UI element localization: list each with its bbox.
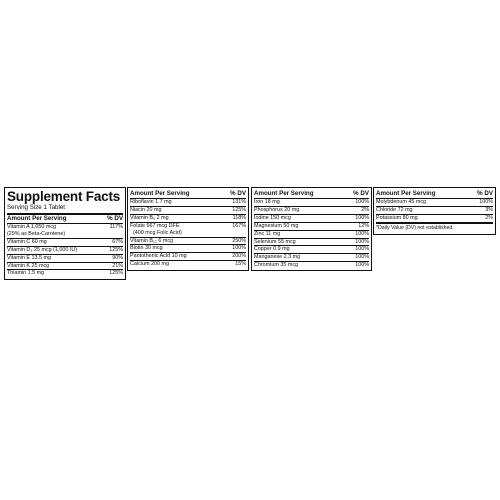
nutrient-row bbox=[130, 261, 246, 268]
supplement-facts-panel-2 bbox=[127, 187, 249, 271]
amount-header: Amount Per Serving bbox=[254, 190, 314, 197]
column-header bbox=[130, 190, 246, 199]
nutrient-dv: 125% bbox=[109, 270, 123, 277]
nutrient-row bbox=[7, 263, 123, 271]
nutrient-name: Calcium 200 mg bbox=[130, 261, 169, 268]
nutrient-name: Vitamin E 13.5 mg bbox=[7, 254, 51, 261]
nutrient-row bbox=[376, 199, 493, 207]
nutrient-row bbox=[130, 238, 246, 246]
nutrient-dv: 125% bbox=[109, 246, 123, 253]
nutrient-name: Chloride 72 mg bbox=[376, 206, 413, 213]
dv-header: % DV bbox=[477, 190, 493, 197]
nutrient-name: Chromium 35 mcg bbox=[254, 262, 299, 269]
nutrient-dv: 2% bbox=[485, 214, 493, 221]
supplement-facts-panel-3 bbox=[251, 187, 372, 271]
supplement-facts-panel-4 bbox=[373, 187, 496, 235]
nutrient-list bbox=[130, 199, 246, 268]
nutrient-dv: 100% bbox=[232, 245, 246, 252]
column-header bbox=[7, 215, 123, 224]
nutrient-dv: 12% bbox=[358, 222, 369, 229]
column-header bbox=[254, 190, 369, 199]
serving-size: Serving Size 1 Tablet bbox=[7, 204, 123, 215]
nutrient-row bbox=[254, 262, 369, 269]
nutrient-dv: 100% bbox=[355, 246, 369, 253]
nutrient-dv: 125% bbox=[232, 206, 246, 213]
supplement-facts-title: Supplement Facts bbox=[7, 189, 121, 204]
nutrient-name: Copper 0.9 mg bbox=[254, 246, 290, 253]
nutrient-name: Manganese 2.3 mg bbox=[254, 254, 301, 261]
column-header bbox=[376, 190, 493, 199]
nutrient-row bbox=[7, 247, 123, 255]
dv-header: % DV bbox=[353, 190, 369, 197]
nutrient-list bbox=[7, 224, 123, 277]
amount-header: Amount Per Serving bbox=[376, 190, 436, 197]
nutrient-dv: 100% bbox=[479, 199, 493, 205]
nutrient-row bbox=[7, 270, 123, 277]
nutrient-row bbox=[254, 199, 369, 207]
nutrient-dv: 100% bbox=[355, 199, 369, 205]
nutrient-dv: 3% bbox=[485, 206, 493, 213]
dv-header: % DV bbox=[230, 190, 246, 197]
nutrient-row bbox=[254, 239, 369, 247]
nutrient-dv: 250% bbox=[232, 237, 246, 244]
nutrient-name: Iodine 150 mcg bbox=[254, 214, 291, 221]
daily-value-footnote: *Daily Value (DV) not established. bbox=[376, 222, 493, 232]
nutrient-name: Vitamin B₁₂ 6 mcg bbox=[130, 237, 174, 244]
nutrient-dv: 167% bbox=[232, 222, 246, 229]
nutrient-dv: 21% bbox=[112, 262, 123, 269]
nutrient-dv: 200% bbox=[232, 253, 246, 260]
nutrient-row bbox=[130, 253, 246, 261]
nutrient-dv: 67% bbox=[112, 238, 123, 245]
nutrient-row bbox=[254, 254, 369, 262]
nutrient-name: Biotin 30 mcg bbox=[130, 245, 163, 252]
nutrient-row bbox=[130, 215, 246, 223]
nutrient-row bbox=[376, 207, 493, 215]
nutrient-dv: 100% bbox=[355, 238, 369, 245]
amount-header: Amount Per Serving bbox=[7, 215, 67, 222]
nutrient-name: Vitamin K 25 mcg bbox=[7, 262, 50, 269]
nutrient-dv: 100% bbox=[355, 254, 369, 261]
nutrient-dv: 131% bbox=[232, 199, 246, 205]
nutrient-name: Phosphorus 20 mg bbox=[254, 206, 300, 213]
dv-header: % DV bbox=[107, 215, 123, 222]
nutrient-name: Iron 18 mg bbox=[254, 199, 280, 205]
nutrient-dv: 100% bbox=[355, 230, 369, 237]
amount-header: Amount Per Serving bbox=[130, 190, 190, 197]
nutrient-name: Molybdenum 45 mcg bbox=[376, 199, 427, 205]
nutrient-name: Selenium 55 mcg bbox=[254, 238, 296, 245]
nutrient-row bbox=[254, 223, 369, 231]
nutrient-dv: 117% bbox=[109, 224, 123, 230]
nutrient-name: Vitamin B₆ 2 mg bbox=[130, 214, 169, 221]
nutrient-row bbox=[7, 239, 123, 247]
nutrient-row bbox=[254, 246, 369, 254]
nutrient-name: Thiamin 1.5 mg bbox=[7, 270, 45, 277]
nutrient-row bbox=[130, 245, 246, 253]
nutrient-name: Vitamin C 60 mg bbox=[7, 238, 47, 245]
nutrient-name: Zinc 11 mg bbox=[254, 230, 281, 237]
nutrient-row bbox=[7, 255, 123, 263]
nutrient-dv: 118% bbox=[232, 214, 246, 221]
nutrient-name: Vitamin A 1,050 mcg (29% as Beta-Carotene) bbox=[7, 224, 66, 237]
nutrient-name: Niacin 20 mg bbox=[130, 206, 162, 213]
nutrient-name: Folate 667 mcg DFE (400 mcg Folic Acid) bbox=[130, 222, 182, 236]
nutrient-dv: 15% bbox=[235, 261, 246, 268]
nutrient-name: Riboflavin 1.7 mg bbox=[130, 199, 172, 205]
nutrient-row bbox=[254, 215, 369, 223]
nutrient-dv: 90% bbox=[112, 254, 123, 261]
nutrient-row bbox=[130, 199, 246, 207]
nutrient-row bbox=[376, 215, 493, 222]
nutrient-name: Potassium 80 mg bbox=[376, 214, 418, 221]
nutrient-row bbox=[130, 223, 246, 238]
nutrient-dv: 100% bbox=[355, 262, 369, 269]
nutrient-row bbox=[254, 231, 369, 239]
nutrient-name: Vitamin D₃ 25 mcg (1,000 IU) bbox=[7, 246, 78, 253]
nutrient-name: Pantothenic Acid 10 mg bbox=[130, 253, 187, 260]
nutrient-dv: 100% bbox=[355, 214, 369, 221]
nutrient-row bbox=[7, 224, 123, 239]
supplement-facts-panel-1 bbox=[4, 187, 126, 280]
nutrient-list bbox=[254, 199, 369, 269]
nutrient-row bbox=[130, 207, 246, 215]
nutrient-name: Magnesium 50 mg bbox=[254, 222, 299, 229]
nutrient-list bbox=[376, 199, 493, 222]
nutrient-dv: 2% bbox=[361, 206, 369, 213]
nutrient-row bbox=[254, 207, 369, 215]
